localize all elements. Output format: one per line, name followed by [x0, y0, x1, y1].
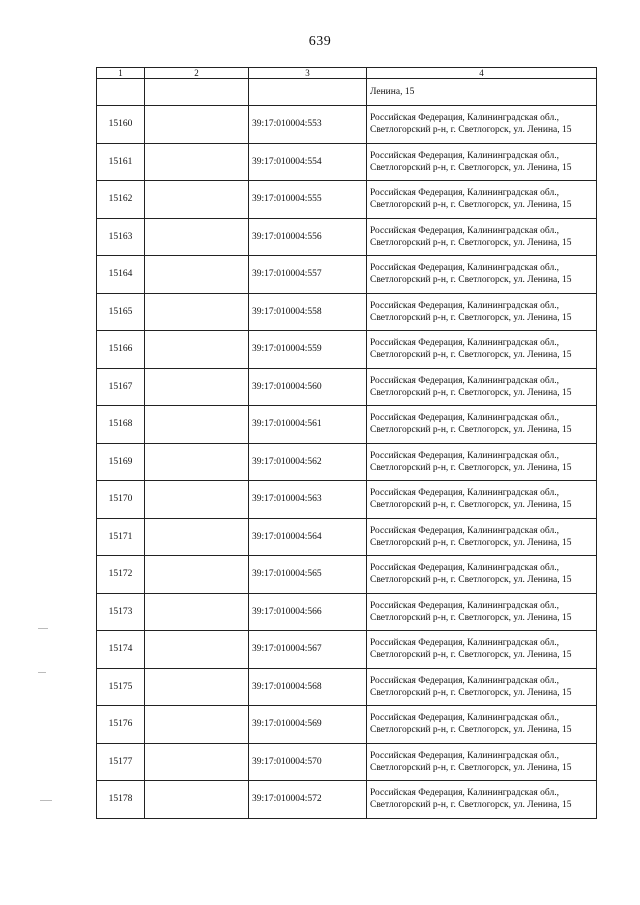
address: Российская Федерация, Калининградская обл., Светлогорский р-н, г. Светлогорск, ул. Ленина, 15 [367, 706, 597, 744]
cadastral-number: 39:17:010004:562 [249, 443, 367, 481]
row-col2 [145, 256, 249, 294]
cadastral-number: 39:17:010004:557 [249, 256, 367, 294]
address: Российская Федерация, Калининградская обл., Светлогорский р-н, г. Светлогорск, ул. Ленина, 15 [367, 293, 597, 331]
address: Российская Федерация, Калининградская обл., Светлогорский р-н, г. Светлогорск, ул. Ленина, 15 [367, 668, 597, 706]
table-row [97, 706, 597, 744]
table-row-continued [97, 79, 597, 106]
row-number: 15165 [97, 293, 145, 331]
address: Российская Федерация, Калининградская обл., Светлогорский р-н, г. Светлогорск, ул. Ленина, 15 [367, 406, 597, 444]
row-col2 [145, 593, 249, 631]
address: Российская Федерация, Калининградская обл., Светлогорский р-н, г. Светлогорск, ул. Ленина, 15 [367, 106, 597, 144]
table-row [97, 443, 597, 481]
cadastral-number: 39:17:010004:568 [249, 668, 367, 706]
row-number: 15172 [97, 556, 145, 594]
row-col2 [145, 668, 249, 706]
cadastral-number: 39:17:010004:559 [249, 331, 367, 369]
address: Российская Федерация, Калининградская обл., Светлогорский р-н, г. Светлогорск, ул. Ленина, 15 [367, 331, 597, 369]
column-header: 1 [97, 68, 145, 79]
row-col2 [145, 781, 249, 819]
cadastral-number: 39:17:010004:554 [249, 143, 367, 181]
row-number: 15174 [97, 631, 145, 669]
row-col2 [145, 143, 249, 181]
row-col2 [145, 106, 249, 144]
cadastral-number: 39:17:010004:572 [249, 781, 367, 819]
table-row [97, 218, 597, 256]
page-number: 639 [308, 34, 332, 49]
row-col2 [145, 293, 249, 331]
address: Российская Федерация, Калининградская обл., Светлогорский р-н, г. Светлогорск, ул. Ленина, 15 [367, 593, 597, 631]
column-header: 4 [367, 68, 597, 79]
row-col2 [145, 79, 249, 106]
row-col2 [145, 406, 249, 444]
row-number: 15160 [97, 106, 145, 144]
table-row [97, 106, 597, 144]
row-number: 15166 [97, 331, 145, 369]
row-number: 15177 [97, 743, 145, 781]
address: Российская Федерация, Калининградская обл., Светлогорский р-н, г. Светлогорск, ул. Ленина, 15 [367, 218, 597, 256]
row-number: 15163 [97, 218, 145, 256]
row-number: 15176 [97, 706, 145, 744]
row-col2 [145, 518, 249, 556]
scan-artifact [38, 628, 48, 629]
scan-artifact [38, 672, 46, 673]
table-row [97, 668, 597, 706]
row-col2 [145, 331, 249, 369]
row-number: 15171 [97, 518, 145, 556]
table-row [97, 143, 597, 181]
row-col2 [145, 218, 249, 256]
row-number: 15161 [97, 143, 145, 181]
row-col2 [145, 481, 249, 519]
table-row [97, 406, 597, 444]
table-row [97, 256, 597, 294]
row-number: 15175 [97, 668, 145, 706]
table-row [97, 331, 597, 369]
cadastral-number: 39:17:010004:555 [249, 181, 367, 219]
cadastral-number: 39:17:010004:569 [249, 706, 367, 744]
row-number: 15168 [97, 406, 145, 444]
address: Российская Федерация, Калининградская обл., Светлогорский р-н, г. Светлогорск, ул. Ленина, 15 [367, 781, 597, 819]
row-col2 [145, 706, 249, 744]
column-header: 3 [249, 68, 367, 79]
row-col2 [145, 743, 249, 781]
registry-table [96, 67, 597, 819]
row-number: 15169 [97, 443, 145, 481]
row-number [97, 79, 145, 106]
address: Российская Федерация, Калининградская обл., Светлогорский р-н, г. Светлогорск, ул. Ленина, 15 [367, 143, 597, 181]
table-row [97, 556, 597, 594]
table-row [97, 781, 597, 819]
cadastral-number: 39:17:010004:566 [249, 593, 367, 631]
row-col2 [145, 443, 249, 481]
scan-artifact [40, 800, 52, 801]
cadastral-number: 39:17:010004:556 [249, 218, 367, 256]
cadastral-number [249, 79, 367, 106]
cadastral-number: 39:17:010004:563 [249, 481, 367, 519]
table-row [97, 743, 597, 781]
table-row [97, 631, 597, 669]
row-number: 15178 [97, 781, 145, 819]
cadastral-number: 39:17:010004:565 [249, 556, 367, 594]
table-header-row [97, 68, 597, 79]
row-number: 15164 [97, 256, 145, 294]
cadastral-number: 39:17:010004:553 [249, 106, 367, 144]
row-number: 15170 [97, 481, 145, 519]
address: Российская Федерация, Калининградская обл., Светлогорский р-н, г. Светлогорск, ул. Ленина, 15 [367, 443, 597, 481]
cadastral-number: 39:17:010004:570 [249, 743, 367, 781]
column-header: 2 [145, 68, 249, 79]
cadastral-number: 39:17:010004:558 [249, 293, 367, 331]
address: Российская Федерация, Калининградская обл., Светлогорский р-н, г. Светлогорск, ул. Ленина, 15 [367, 743, 597, 781]
address: Российская Федерация, Калининградская обл., Светлогорский р-н, г. Светлогорск, ул. Ленина, 15 [367, 368, 597, 406]
table-row [97, 518, 597, 556]
cadastral-number: 39:17:010004:567 [249, 631, 367, 669]
row-col2 [145, 556, 249, 594]
cadastral-number: 39:17:010004:561 [249, 406, 367, 444]
row-col2 [145, 181, 249, 219]
table-row [97, 593, 597, 631]
address: Российская Федерация, Калининградская обл., Светлогорский р-н, г. Светлогорск, ул. Ленина, 15 [367, 556, 597, 594]
table-row [97, 181, 597, 219]
row-col2 [145, 631, 249, 669]
cadastral-number: 39:17:010004:564 [249, 518, 367, 556]
address: Российская Федерация, Калининградская обл., Светлогорский р-н, г. Светлогорск, ул. Ленина, 15 [367, 481, 597, 519]
cadastral-number: 39:17:010004:560 [249, 368, 367, 406]
table-row [97, 368, 597, 406]
row-col2 [145, 368, 249, 406]
row-number: 15167 [97, 368, 145, 406]
address: Российская Федерация, Калининградская обл., Светлогорский р-н, г. Светлогорск, ул. Ленина, 15 [367, 631, 597, 669]
address: Российская Федерация, Калининградская обл., Светлогорский р-н, г. Светлогорск, ул. Ленина, 15 [367, 181, 597, 219]
address: Ленина, 15 [367, 79, 597, 106]
address: Российская Федерация, Калининградская обл., Светлогорский р-н, г. Светлогорск, ул. Ленина, 15 [367, 256, 597, 294]
row-number: 15162 [97, 181, 145, 219]
address: Российская Федерация, Калининградская обл., Светлогорский р-н, г. Светлогорск, ул. Ленина, 15 [367, 518, 597, 556]
row-number: 15173 [97, 593, 145, 631]
table-row [97, 481, 597, 519]
table-row [97, 293, 597, 331]
